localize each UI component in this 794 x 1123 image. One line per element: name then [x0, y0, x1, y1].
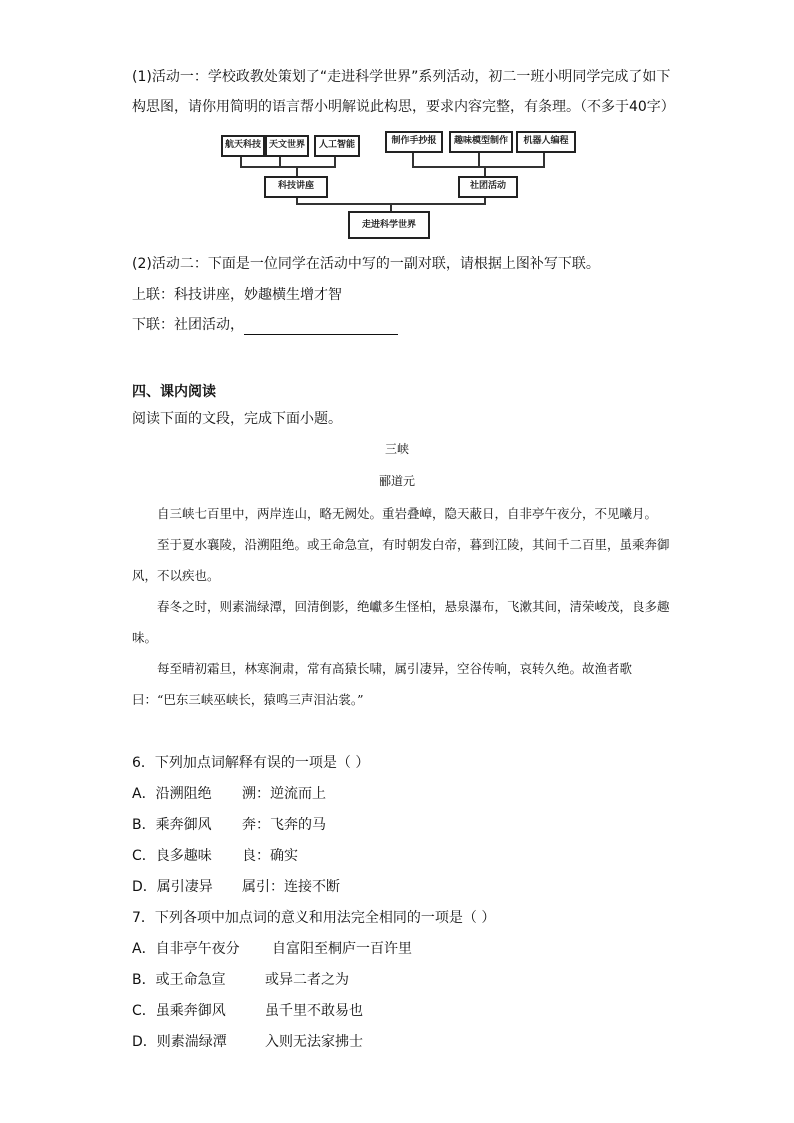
passage-body: [132, 498, 670, 715]
diagram-node-lecture: 科技讲座: [264, 176, 328, 198]
option-gloss: 属引：连接不断: [242, 879, 340, 895]
couplet-lower-label: 下联：社团活动，: [132, 317, 244, 333]
option-gloss: 自富阳至桐庐一百许里: [272, 941, 412, 957]
activity1-line2: 构思图，请你用简明的语言帮小明解说此构思，要求内容完整，有条理。（不多于40字）: [132, 99, 675, 115]
diagram-node-ai: 人工智能: [314, 135, 360, 157]
activity2-intro: (2)活动二：下面是一位同学在活动中写的一副对联，请根据上图补写下联。: [132, 256, 600, 272]
option-label: A．自非亭午夜分: [132, 941, 240, 957]
option-label: D．则素湍绿潭: [132, 1034, 227, 1050]
answer-blank[interactable]: [244, 318, 398, 335]
q7-option-c[interactable]: [132, 1001, 363, 1021]
q6-option-b[interactable]: [132, 815, 326, 835]
diagram-node-robot: 机器人编程: [516, 131, 576, 153]
activity1-line1: (1)活动一：学校政教处策划了“走进科学世界”系列活动，初二一班小明同学完成了如下: [132, 69, 671, 85]
option-gloss: 奔：飞奔的马: [242, 817, 326, 833]
option-label: C．虽乘奔御风: [132, 1003, 226, 1019]
option-gloss: 虽千里不敢易也: [265, 1003, 363, 1019]
q7-option-b[interactable]: [132, 970, 349, 990]
passage-paragraph: 自三峡七百里中，两岸连山，略无阙处。重岩叠嶂，隐天蔽日，自非亭午夜分，不见曦月。: [157, 506, 658, 521]
couplet-upper: 上联：科技讲座，妙趣横生增才智: [132, 287, 342, 303]
diagram-node-club: 社团活动: [458, 176, 518, 198]
q7-option-a[interactable]: [132, 939, 412, 959]
q6-stem: 6．下列加点词解释有误的一项是（ ）: [132, 755, 370, 771]
option-gloss: 良：确实: [242, 848, 298, 864]
diagram-node-astronomy: 天文世界: [265, 135, 309, 157]
option-label: A．沿溯阻绝: [132, 786, 212, 802]
section-heading: 四、课内阅读: [132, 384, 216, 400]
diagram-node-handbook: 制作手抄报: [385, 131, 443, 153]
option-gloss: 或异二者之为: [265, 972, 349, 988]
passage-paragraph: 每至晴初霜旦，林寒涧肃，常有高猿长啸，属引凄异，空谷传响，哀转久绝。故渔者歌曰：“巴东三峡巫峡长，猿鸣三声泪沾裳。”: [132, 661, 633, 707]
passage-paragraph: 至于夏水襄陵，沿溯阻绝。或王命急宣，有时朝发白帝，暮到江陵，其间千二百里，虽乘奔御风，不以疾也。: [132, 537, 670, 583]
option-label: B．乘奔御风: [132, 817, 212, 833]
q6-option-c[interactable]: [132, 846, 298, 866]
passage-paragraph: 春冬之时，则素湍绿潭，回清倒影，绝巘多生怪柏，悬泉瀑布，飞漱其间，清荣峻茂，良多趣味。: [132, 599, 670, 645]
q6-option-a[interactable]: [132, 784, 326, 804]
option-label: D．属引凄异: [132, 879, 213, 895]
option-label: C．良多趣味: [132, 848, 212, 864]
diagram-node-root: 走进科学世界: [348, 211, 430, 239]
option-gloss: 溯：逆流而上: [242, 786, 326, 802]
reading-instruction: 阅读下面的文段，完成下面小题。: [132, 411, 342, 427]
couplet-lower: [132, 315, 398, 335]
passage-author: 郦道元: [378, 474, 415, 488]
q7-stem: 7．下列各项中加点词的意义和用法完全相同的一项是（ ）: [132, 910, 496, 926]
q7-option-d[interactable]: [132, 1032, 363, 1052]
diagram-node-model: 趣味模型制作: [449, 131, 513, 153]
q6-option-d[interactable]: [132, 877, 340, 897]
diagram-node-aerospace: 航天科技: [221, 135, 265, 157]
passage-title: 三峡: [384, 442, 409, 456]
option-gloss: 入则无法家拂士: [265, 1034, 363, 1050]
option-label: B．或王命急宣: [132, 972, 226, 988]
